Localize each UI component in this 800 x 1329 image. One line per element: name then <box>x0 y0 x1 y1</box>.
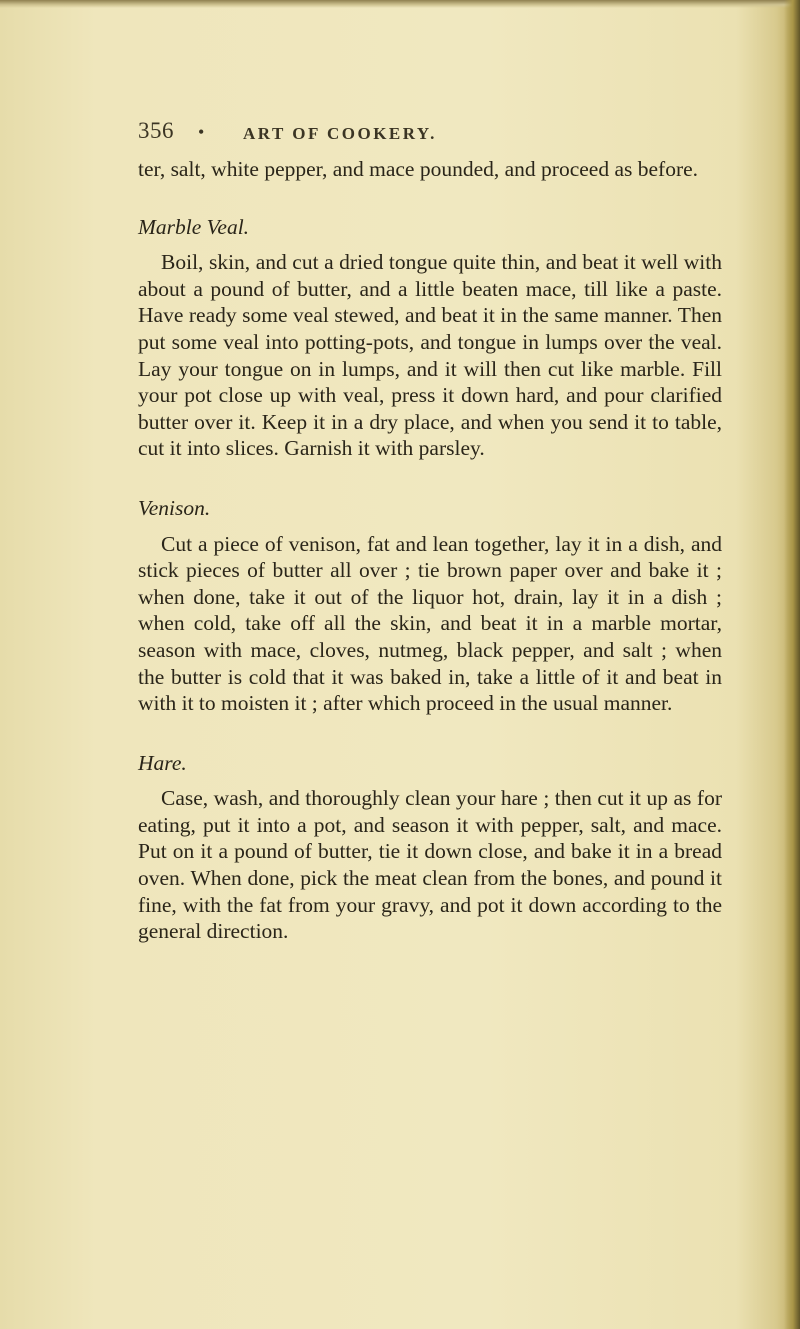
page-right-edge <box>784 0 800 1329</box>
section-heading-hare: Hare. <box>138 750 187 775</box>
page-body <box>138 156 722 945</box>
section-body-hare: Case, wash, and thoroughly clean your hare ; then cut it up as for eating, put it into a pot, and season it with pepper, salt, and mace. Put on it a pound of butter, tie it down close, and bake it in a bread oven. When done, pick the meat clean from the bones, and pound it fine, with the fat from your gravy, and pot it down according to the general direction. <box>138 786 722 944</box>
section-body-venison: Cut a piece of venison, fat and lean together, lay it in a dish, and stick pieces of butter all over ; tie brown paper over and bake it ; when done, take it out of the liquor hot, drain, lay it in a dish ; when cold, take off all the skin, and beat it in a marble mortar, season with mace, cloves, nutmeg, black pepper, and salt ; when the butter is cold that it was baked in, take a little of it and beat in with it to moisten it ; after which proceed in the usual manner. <box>138 531 722 716</box>
section-body-marble-veal: Boil, skin, and cut a dried tongue quite thin, and beat it well with about a pound of butter, and a little beaten mace, till like a paste. Have ready some veal stewed, and beat it in the same manner. Then put some veal into potting-pots, and tongue in lumps over the veal. Lay your tongue on in lumps, and it will then cut like marble. Fill your pot close up with veal, press it down hard, and pour clarified butter over it. Keep it in a dry place, and when you send it to table, cut it into slices. Garnish it with parsley. <box>138 250 722 461</box>
section-heading-marble-veal: Marble Veal. <box>138 214 250 239</box>
page-top-edge <box>0 0 800 8</box>
running-title: ART OF COOKERY. <box>243 124 437 143</box>
header-separator: • <box>198 122 205 142</box>
page-number: 356 <box>138 118 174 143</box>
section-heading-venison: Venison. <box>138 495 211 520</box>
intro-paragraph: ter, salt, white pepper, and mace pounded, and proceed as before. <box>138 157 699 181</box>
page-header <box>138 118 718 148</box>
